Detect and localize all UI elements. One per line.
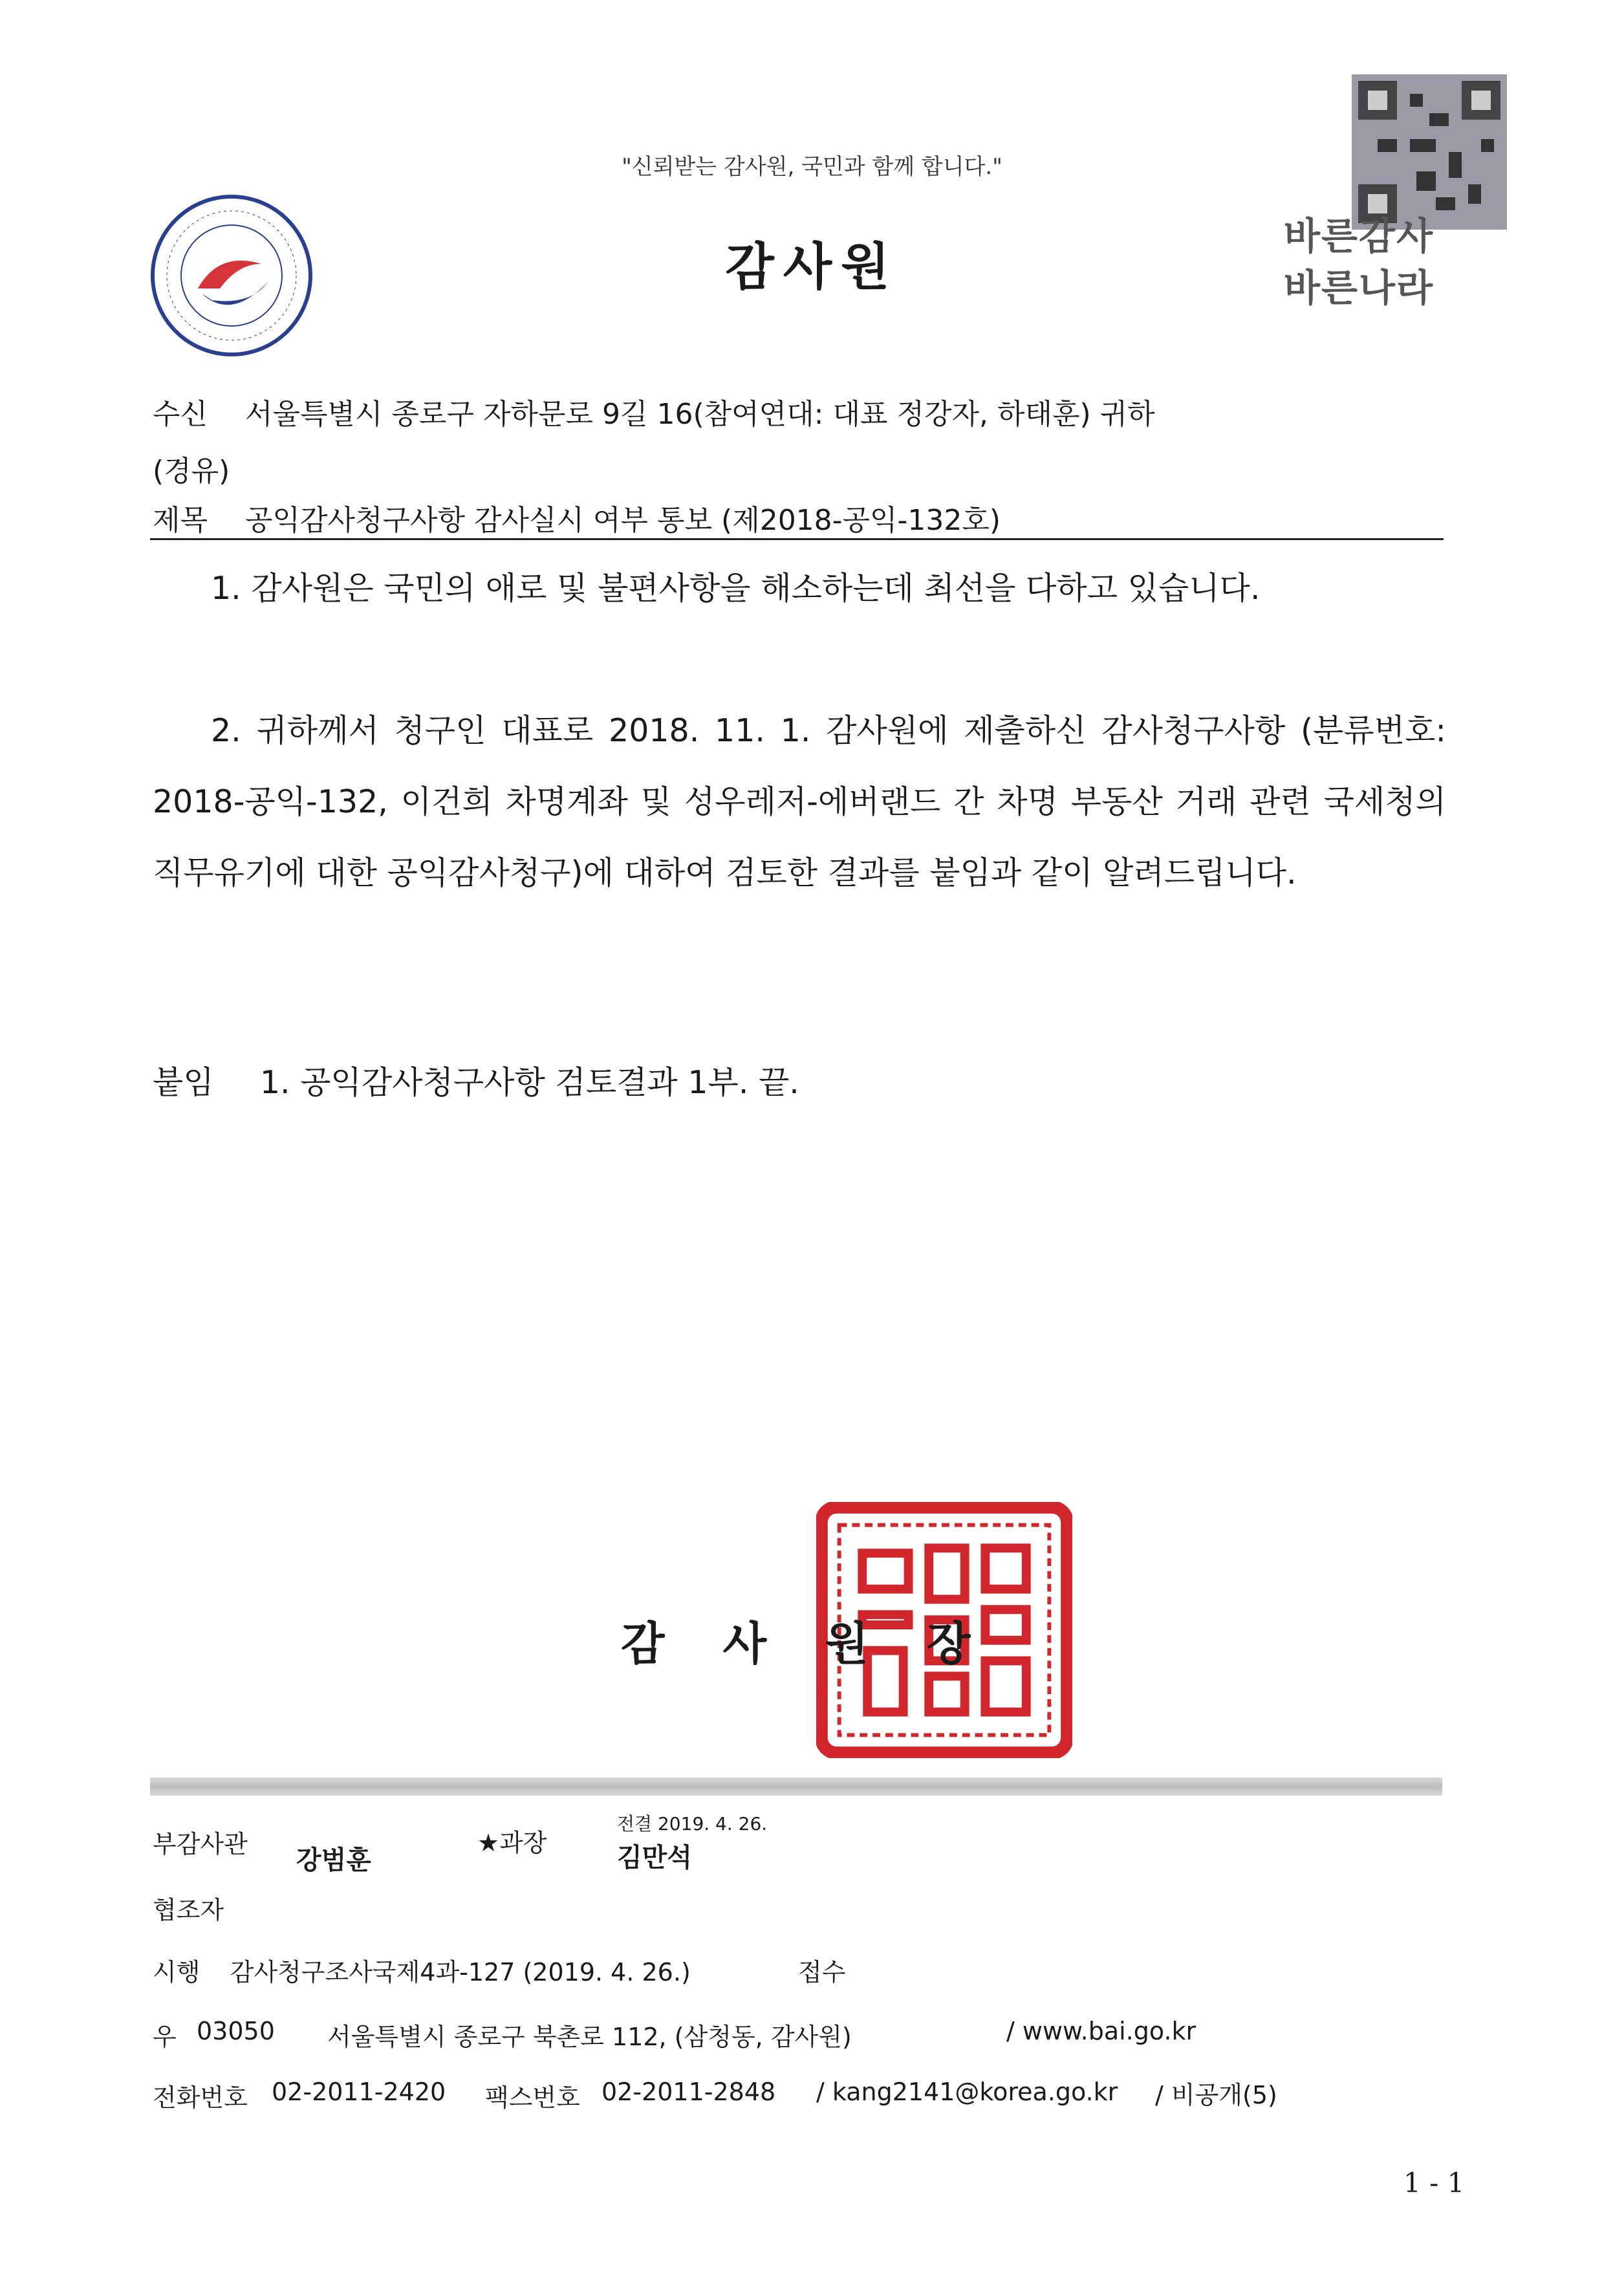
brand-slogan-line2: 바른나라 — [1284, 266, 1435, 310]
subject-value: 공익감사청구사항 감사실시 여부 통보 (제2018-공익-132호) — [245, 504, 1001, 537]
slogan: "신뢰받는 감사원, 국민과 함께 합니다." — [622, 154, 1002, 180]
phone-label: 전화번호 — [153, 2083, 248, 2112]
receipt-label: 접수 — [798, 1958, 846, 1986]
fax-label: 팩스번호 — [485, 2083, 580, 2112]
recipient-row — [153, 391, 1155, 432]
cooperator-label: 협조자 — [153, 1896, 224, 1924]
attachment-value: 1. 공익감사청구사항 검토결과 1부. 끝. — [259, 1064, 799, 1101]
phone-value: 02-2011-2420 — [272, 2078, 446, 2106]
recipient-label: 수신 — [153, 398, 208, 431]
body-paragraph-1-text: 1. 감사원은 국민의 애로 및 불편사항을 해소하는데 최선을 다하고 있습니다. — [211, 570, 1261, 607]
subject-divider — [150, 538, 1444, 540]
deputy-label: 부감사관 — [153, 1830, 248, 1858]
attachment-row — [153, 1058, 799, 1103]
subject-label: 제목 — [153, 504, 208, 537]
deputy-name: 강범훈 — [296, 1845, 371, 1875]
page-number: 1 - 1 — [1403, 2167, 1465, 2199]
email-link[interactable]: / kang2141@korea.go.kr — [816, 2078, 1118, 2106]
disclosure-status: / 비공개(5) — [1155, 2081, 1277, 2109]
recipient-value: 서울특별시 종로구 자하문로 9길 16(참여연대: 대표 정강자, 하태훈) 귀하 — [245, 398, 1155, 431]
subject-row — [153, 497, 1001, 538]
website-link[interactable]: / www.bai.go.kr — [1006, 2017, 1196, 2045]
footer-divider-bar — [150, 1778, 1442, 1796]
via-label: (경유) — [153, 455, 230, 488]
body-paragraph-2-text: 2. 귀하께서 청구인 대표로 2018. 11. 1. 감사원에 제출하신 감사청구사항 (분류번호: 2018-공익-132, 이건희 차명계좌 및 성우레저-에버랜드 간 차명 부동산 거래 관련 국세청의 직무유기에 대한 공익감사청구)에 대하여 검토한 결과를 붙임과 같이 알려드립니다. — [153, 712, 1446, 891]
body-paragraph-1 — [153, 553, 1446, 624]
postal-code: 03050 — [197, 2017, 275, 2045]
body-paragraph-2 — [153, 695, 1446, 909]
chief-label: ★과장 — [477, 1829, 547, 1857]
office-address: 서울특별시 종로구 북촌로 112, (삼청동, 감사원) — [327, 2023, 852, 2051]
brand-slogan-line1: 바른감사 — [1284, 214, 1435, 258]
fax-value: 02-2011-2848 — [601, 2078, 776, 2106]
chief-name: 김만석 — [617, 1843, 692, 1873]
signatory-title: 감사원장 — [621, 1617, 1029, 1670]
enforcement-value: 감사청구조사국제4과-127 (2019. 4. 26.) — [230, 1958, 691, 1986]
organization-title: 감사원 — [725, 238, 899, 296]
postal-label: 우 — [153, 2023, 177, 2051]
enforcement-row — [153, 1952, 691, 1988]
enforcement-label: 시행 — [153, 1958, 200, 1986]
approval-date: 전결 2019. 4. 26. — [617, 1813, 768, 1834]
attachment-label: 붙임 — [153, 1064, 214, 1101]
